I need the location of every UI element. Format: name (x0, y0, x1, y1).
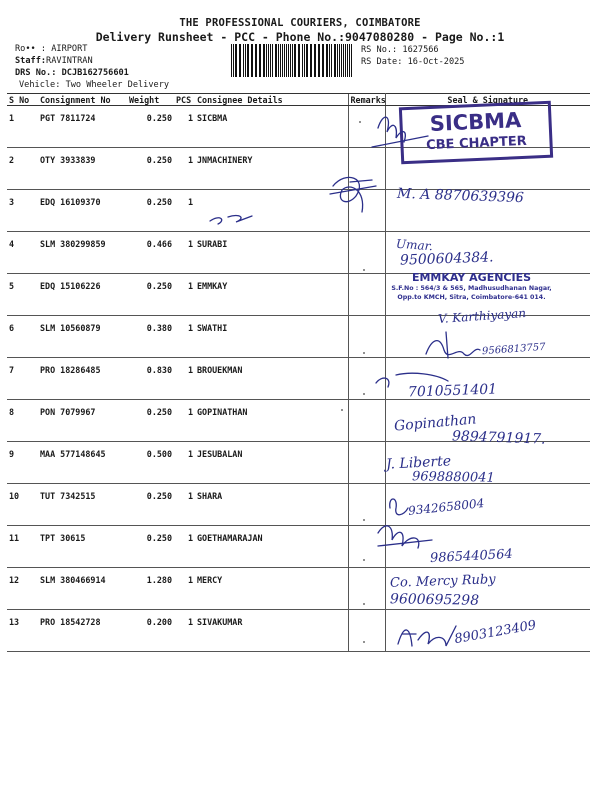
cell-consignee: SICBMA (195, 106, 348, 148)
barcode-bar (295, 44, 296, 77)
cell-consignee: SWATHI (195, 316, 348, 358)
cell-consignment-no: SLM 10560879 (38, 316, 127, 358)
cell-consignee: SURABI (195, 232, 348, 274)
cell-sno: 4 (7, 232, 38, 274)
table-row (7, 232, 590, 274)
sicbma-stamp (399, 101, 553, 165)
barcode-bar (290, 44, 291, 77)
cell-weight: 0.250 (127, 274, 174, 316)
header-remarks: Remarks (348, 94, 385, 106)
handwriting-row13: 8903123409 (453, 617, 538, 648)
vehicle-line: Vehicle: Two Wheeler Delivery (19, 80, 170, 90)
drs-value: DCJB162756601 (61, 68, 129, 78)
cell-sno: 8 (7, 400, 38, 442)
route-label: Ro•• : (15, 44, 47, 54)
cell-weight: 0.500 (127, 442, 174, 484)
handwriting-row3: M. A 8870639396 (396, 185, 525, 207)
emmkay-stamp-line2: S.F.No : 564/3 & 565, Madhusudhanan Nagar, (391, 285, 552, 292)
table-row (7, 442, 590, 484)
cell-consignee: SIVAKUMAR (195, 610, 348, 652)
barcode-bar (248, 44, 249, 77)
cell-consignment-no: TUT 7342515 (38, 484, 127, 526)
table-body (7, 106, 590, 652)
cell-weight: 0.466 (127, 232, 174, 274)
cell-consignment-no: PGT 7811724 (38, 106, 127, 148)
header-seal-signature: Seal & Signature (385, 94, 590, 106)
route-value: AIRPORT (51, 44, 88, 54)
cell-consignment-no: TPT 30615 (38, 526, 127, 568)
cell-consignment-no: SLM 380466914 (38, 568, 127, 610)
cell-consignment-no: OTY 3933839 (38, 148, 127, 190)
cell-remarks (348, 484, 385, 526)
barcode-bar (314, 44, 315, 77)
handwriting-row4-phone: 9500604384. (399, 249, 494, 269)
cell-sno: 6 (7, 316, 38, 358)
handwriting-row5: V. Karthiyayan (437, 305, 527, 327)
staff-line (15, 56, 93, 67)
cell-pcs: 1 (174, 484, 195, 526)
handwriting-row10: 9342658004 (407, 496, 485, 518)
cell-weight: 0.250 (127, 484, 174, 526)
cell-weight: 0.250 (127, 400, 174, 442)
cell-consignment-no: MAA 577148645 (38, 442, 127, 484)
cell-remarks (348, 106, 385, 148)
staff-label: Staff: (15, 56, 47, 66)
cell-weight: 1.280 (127, 568, 174, 610)
header-pcs: PCS (174, 94, 195, 106)
cell-consignee (195, 190, 348, 232)
cell-weight: 0.830 (127, 358, 174, 400)
sicbma-stamp-line2: CBE CHAPTER (425, 133, 528, 154)
cell-remarks (348, 610, 385, 652)
cell-pcs: 1 (174, 232, 195, 274)
header-consignee: Consignee Details (195, 94, 348, 106)
rs-number: RS No.: 1627566 (361, 45, 439, 55)
cell-sno: 11 (7, 526, 38, 568)
handwriting-row6: 9566813757 (481, 341, 546, 358)
barcode-bar (307, 44, 308, 77)
table-row (7, 358, 590, 400)
cell-remarks (348, 526, 385, 568)
barcode-bar (272, 44, 273, 77)
cell-weight: 0.200 (127, 610, 174, 652)
sicbma-stamp-line1: SICBMA (429, 108, 522, 136)
barcode-bar (343, 44, 344, 77)
cell-remarks (348, 442, 385, 484)
runsheet-table (7, 93, 590, 652)
rs-date: RS Date: 16-Oct-2025 (361, 57, 465, 67)
header-weight: Weight (127, 94, 174, 106)
handwriting-row8-phone: 9894791917. (451, 428, 546, 448)
handwriting-row9-phone: 9698880041 (411, 469, 495, 486)
cell-sno: 3 (7, 190, 38, 232)
barcode-bar (231, 44, 232, 77)
handwriting-row7: 7010551401 (407, 381, 498, 401)
barcode-bar (302, 44, 303, 77)
emmkay-stamp-line1: EMMKAY AGENCIES (411, 271, 532, 284)
cell-pcs: 1 (174, 316, 195, 358)
cell-remarks (348, 190, 385, 232)
cell-remarks (348, 568, 385, 610)
cell-pcs: 1 (174, 190, 195, 232)
cell-weight: 0.250 (127, 148, 174, 190)
barcode-bar (266, 44, 267, 77)
cell-sno: 1 (7, 106, 38, 148)
barcode-bar (236, 44, 237, 77)
barcode-bar (243, 44, 244, 77)
cell-consignment-no: PRO 18542728 (38, 610, 127, 652)
barcode-bar (278, 44, 279, 77)
drs-line (15, 68, 129, 79)
cell-sno: 5 (7, 274, 38, 316)
cell-remarks (348, 400, 385, 442)
cell-sno: 12 (7, 568, 38, 610)
cell-consignment-no: SLM 380299859 (38, 232, 127, 274)
cell-sno: 7 (7, 358, 38, 400)
cell-weight: 0.250 (127, 190, 174, 232)
cell-sno: 2 (7, 148, 38, 190)
handwriting-row12-phone: 9600695298 (389, 591, 480, 609)
cell-weight: 0.380 (127, 316, 174, 358)
cell-consignment-no: EDQ 16109370 (38, 190, 127, 232)
barcode-bar (331, 44, 332, 77)
route-line (15, 44, 87, 55)
barcode-bar (284, 44, 285, 77)
staff-value: RAVINTRAN (46, 56, 93, 66)
barcode-image (231, 44, 353, 77)
barcode-bar (319, 44, 320, 77)
handwriting-row11: 9865440564 (429, 546, 514, 567)
cell-pcs: 1 (174, 358, 195, 400)
cell-consignee: MERCY (195, 568, 348, 610)
handwriting-row4-name: Umar. (395, 236, 434, 254)
cell-remarks (348, 148, 385, 190)
cell-pcs: 1 (174, 526, 195, 568)
handwriting-row12-name: Co. Mercy Ruby (389, 572, 496, 591)
handwriting-row8-name: Gopinathan (393, 411, 477, 435)
cell-pcs: 1 (174, 106, 195, 148)
cell-sno: 13 (7, 610, 38, 652)
cell-remarks (348, 358, 385, 400)
cell-sno: 9 (7, 442, 38, 484)
barcode-bar (326, 44, 327, 77)
cell-pcs: 1 (174, 610, 195, 652)
cell-remarks (348, 316, 385, 358)
cell-weight: 0.250 (127, 106, 174, 148)
cell-consignee: EMMKAY (195, 274, 348, 316)
company-title: THE PROFESSIONAL COURIERS, COIMBATORE (179, 17, 421, 29)
header-sno: S No (7, 94, 38, 106)
cell-pcs: 1 (174, 442, 195, 484)
cell-pcs: 1 (174, 400, 195, 442)
emmkay-stamp-line3: Opp.to KMCH, Sitra, Coimbatore-641 014. (397, 294, 546, 301)
runsheet-subtitle: Delivery Runsheet - PCC - Phone No.:9047080280 - Page No.:1 (95, 30, 505, 44)
barcode-bar (337, 44, 338, 77)
barcode-bar (349, 44, 350, 77)
table-row (7, 484, 590, 526)
barcode-bar (255, 44, 256, 77)
cell-sno: 10 (7, 484, 38, 526)
cell-consignee: SHARA (195, 484, 348, 526)
cell-consignee: GOPINATHAN (195, 400, 348, 442)
cell-pcs: 1 (174, 274, 195, 316)
cell-consignment-no: PON 7079967 (38, 400, 127, 442)
cell-consignee: GOETHAMARAJAN (195, 526, 348, 568)
cell-consignment-no: EDQ 15106226 (38, 274, 127, 316)
handwriting-row9-name: J. Liberte (385, 453, 452, 473)
cell-consignee: JESUBALAN (195, 442, 348, 484)
cell-consignee: BROUEKMAN (195, 358, 348, 400)
header-consignment: Consignment No (38, 94, 127, 106)
barcode-bar (260, 44, 261, 77)
drs-label: DRS No.: (15, 68, 57, 78)
cell-weight: 0.250 (127, 526, 174, 568)
cell-pcs: 1 (174, 148, 195, 190)
table-row (7, 568, 590, 610)
emmkay-stamp (369, 271, 574, 302)
cell-remarks (348, 232, 385, 274)
cell-consignee: JNMACHINERY (195, 148, 348, 190)
cell-pcs: 1 (174, 568, 195, 610)
cell-consignment-no: PRO 18286485 (38, 358, 127, 400)
